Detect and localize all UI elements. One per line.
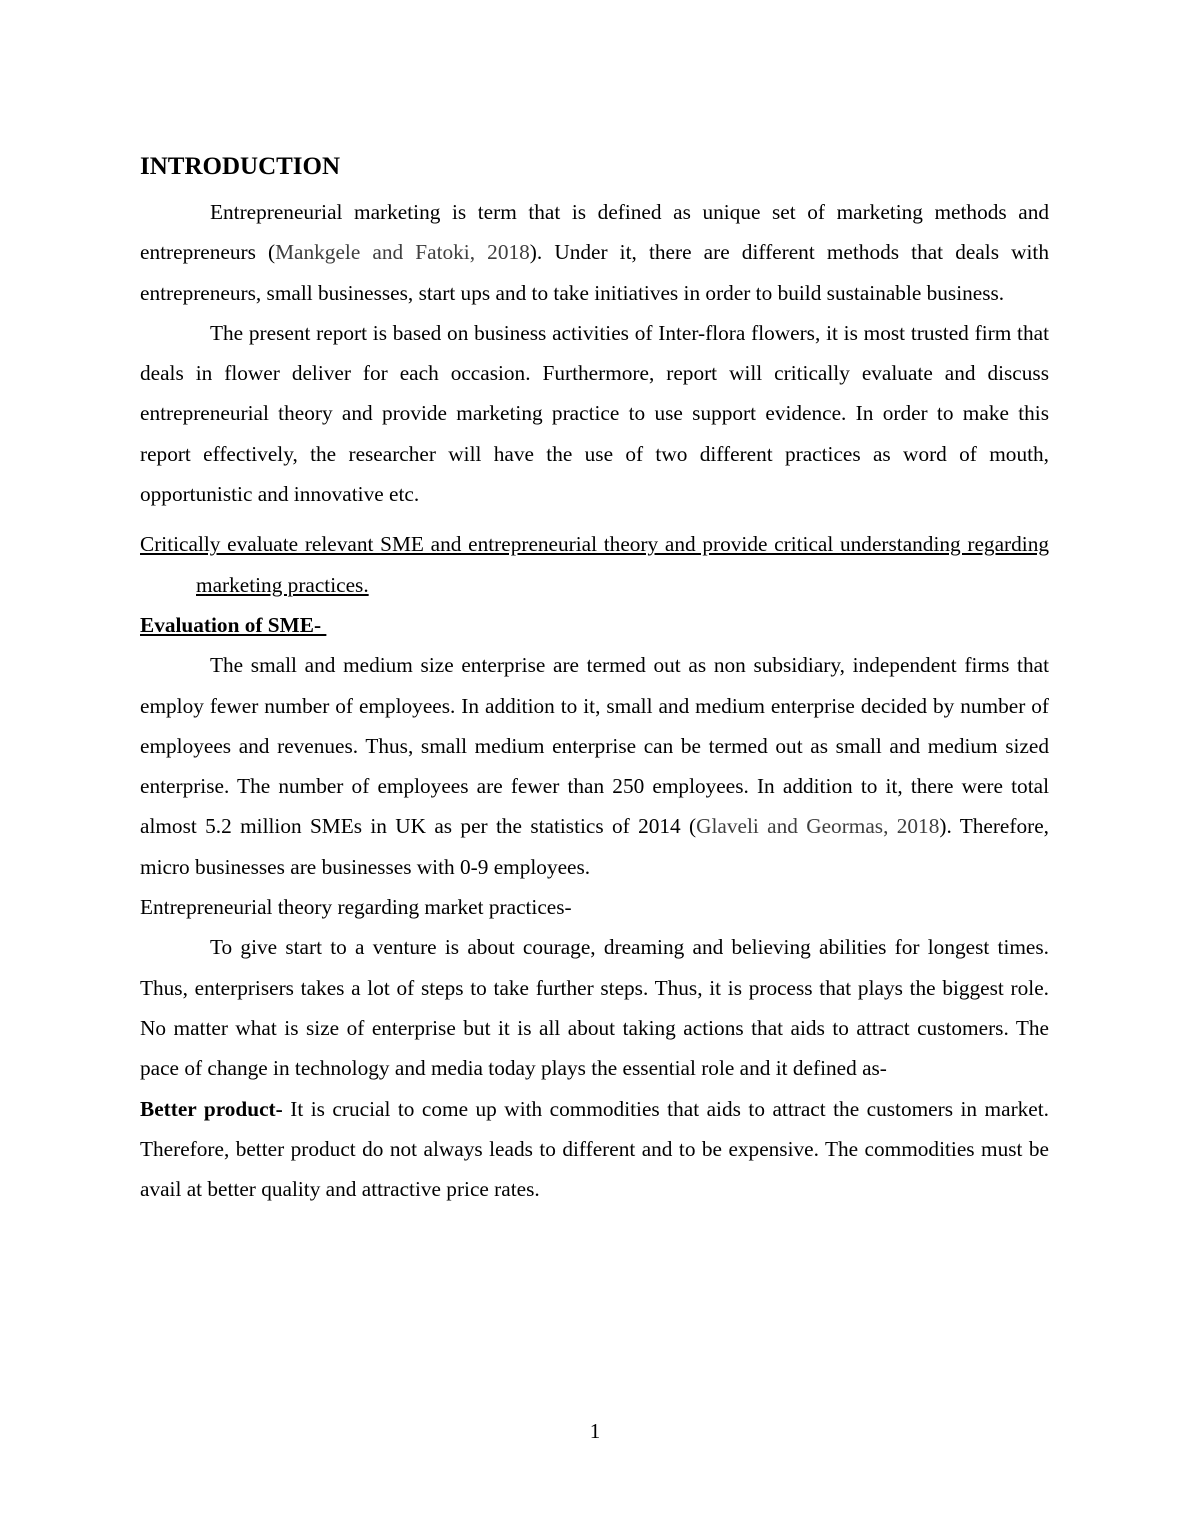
sme-heading: Evaluation of SME- xyxy=(140,612,327,637)
page-content xyxy=(140,148,1049,1209)
better-product-paragraph xyxy=(140,1089,1049,1210)
introduction-heading: INTRODUCTION xyxy=(140,153,341,180)
better-product-label: Better product- xyxy=(140,1096,283,1121)
citation-glaveli: Glaveli and Geormas, 2018 xyxy=(696,814,940,839)
citation-mankgele: Mankgele and Fatoki, 2018 xyxy=(275,240,530,265)
intro-p1-text-before: Entrepreneurial marketing is term that is defined as unique set of marketing methods and entrepreneurs ( xyxy=(140,200,1049,265)
better-product-text: It is crucial to come up with commodities that aids to attract the customers in market. Therefore, better product do not always leads to different and to be expensive. The commodities must be avail at better quality and attractive price rates. xyxy=(140,1096,1050,1202)
theory-heading: Entrepreneurial theory regarding market practices- xyxy=(140,895,572,920)
sme-text-before: The small and medium size enterprise are termed out as non subsidiary, independent firms that employ fewer number of employees. In addition to it, small and medium enterprise decided by number of employees and revenues. Thus, small medium enterprise can be termed out as small and medium sized enterprise. The number of employees are fewer than 250 employees. In addition to it, there were total almost 5.2 million SMEs in UK as per the statistics of 2014 ( xyxy=(140,653,1049,839)
intro-paragraph-1 xyxy=(140,192,1049,313)
section-title: Critically evaluate relevant SME and entrepreneurial theory and provide critical understanding regarding marketing practices. xyxy=(140,532,1049,597)
sme-paragraph xyxy=(140,645,1049,887)
page-number: 1 xyxy=(589,1419,601,1443)
theory-paragraph: To give start to a venture is about courage, dreaming and believing abilities for longest times. Thus, enterprisers takes a lot of steps to take further steps. Thus, it is process that plays the biggest role. No matter what is size of enterprise but it is all about taking actions that aids to attract customers. The pace of change in technology and media today plays the essential role and it defined as- xyxy=(140,935,1049,1081)
intro-paragraph-2: The present report is based on business activities of Inter-flora flowers, it is most trusted firm that deals in flower deliver for each occasion. Furthermore, report will critically evaluate and discuss entrepreneurial theory and provide marketing practice to use support evidence. In order to make this report effectively, the researcher will have the use of two different practices as word of mouth, opportunistic and innovative etc. xyxy=(140,320,1049,507)
sme-text-after: ). Therefore, micro businesses are businesses with 0-9 employees. xyxy=(140,814,1049,879)
intro-p1-text-after: ). Under it, there are different methods that deals with entrepreneurs, small businesses, start ups and to take initiatives in order to build sustainable business. xyxy=(140,240,1049,305)
